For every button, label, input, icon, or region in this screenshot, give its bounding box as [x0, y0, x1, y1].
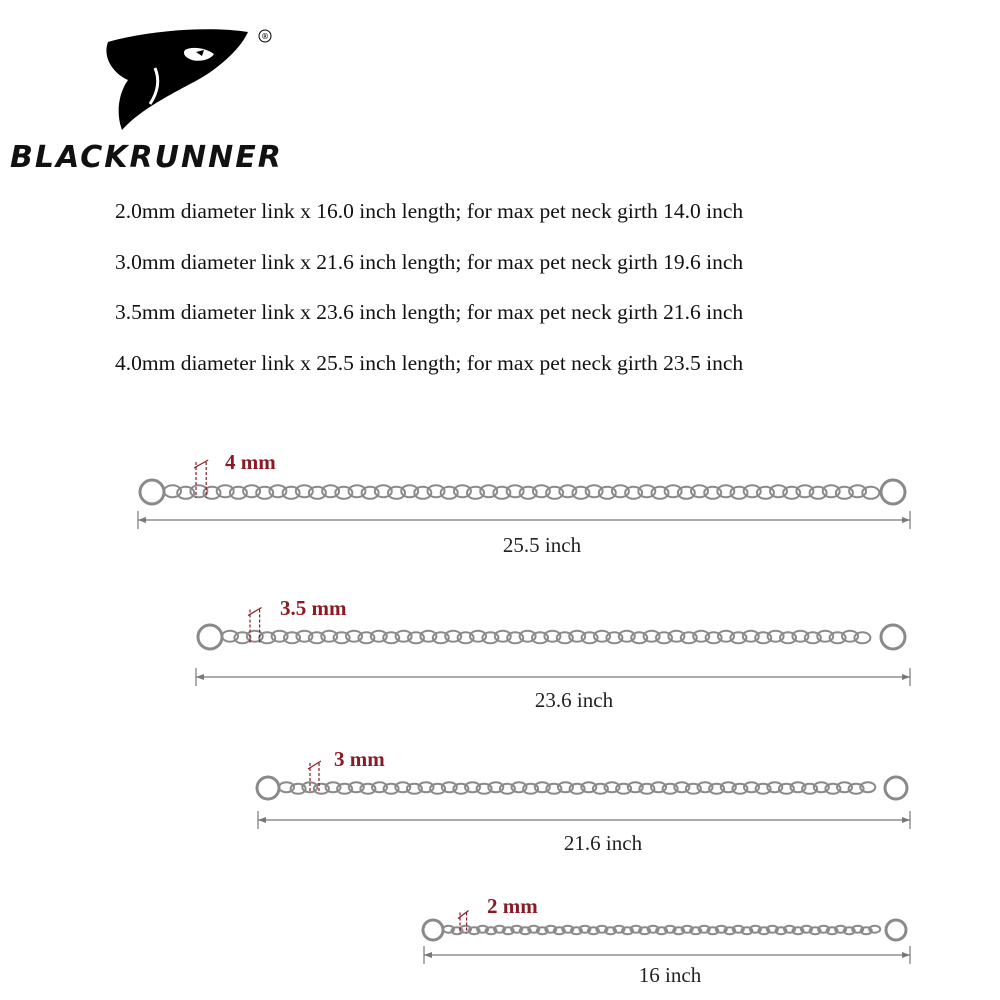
end-ring-right	[885, 777, 907, 799]
end-ring-left	[257, 777, 279, 799]
end-ring-left	[140, 480, 164, 504]
chain-23-6-inch	[196, 596, 910, 712]
chain-16-inch	[423, 894, 910, 987]
link-size-label: 3.5 mm	[280, 596, 347, 620]
spec-line: 4.0mm diameter link x 25.5 inch length; for max pet neck girth 23.5 inch	[115, 350, 744, 375]
link-size-label: 3 mm	[334, 747, 385, 771]
dimension-arrow	[902, 817, 910, 823]
spec-line: 2.0mm diameter link x 16.0 inch length; for max pet neck girth 14.0 inch	[115, 199, 744, 223]
dimension-arrow	[902, 674, 910, 680]
dimension-arrow	[902, 952, 910, 958]
length-label: 16 inch	[638, 963, 702, 987]
dimension-arrow	[258, 817, 266, 823]
end-ring-right	[886, 920, 906, 940]
dimension-arrow	[424, 952, 432, 958]
link-size-label: 4 mm	[225, 450, 276, 474]
length-label: 25.5 inch	[502, 533, 582, 557]
dimension-arrow	[138, 517, 146, 523]
spec-line: 3.0mm diameter link x 21.6 inch length; for max pet neck girth 19.6 inch	[115, 249, 744, 274]
link-size-label: 2 mm	[487, 894, 538, 918]
end-ring-left	[423, 920, 443, 940]
length-label: 21.6 inch	[563, 831, 643, 855]
end-ring-left	[198, 625, 222, 649]
chain-25-5-inch	[138, 450, 910, 557]
brand-name: BLACKRUNNER	[10, 140, 283, 175]
length-label: 23.6 inch	[534, 688, 614, 712]
spec-line: 3.5mm diameter link x 23.6 inch length; for max pet neck girth 21.6 inch	[115, 300, 744, 324]
registered-mark: ®	[261, 32, 269, 41]
dimension-arrow	[196, 674, 204, 680]
end-ring-right	[881, 480, 905, 504]
dimension-arrow	[902, 517, 910, 523]
chain-21-6-inch	[257, 747, 910, 855]
end-ring-right	[881, 625, 905, 649]
